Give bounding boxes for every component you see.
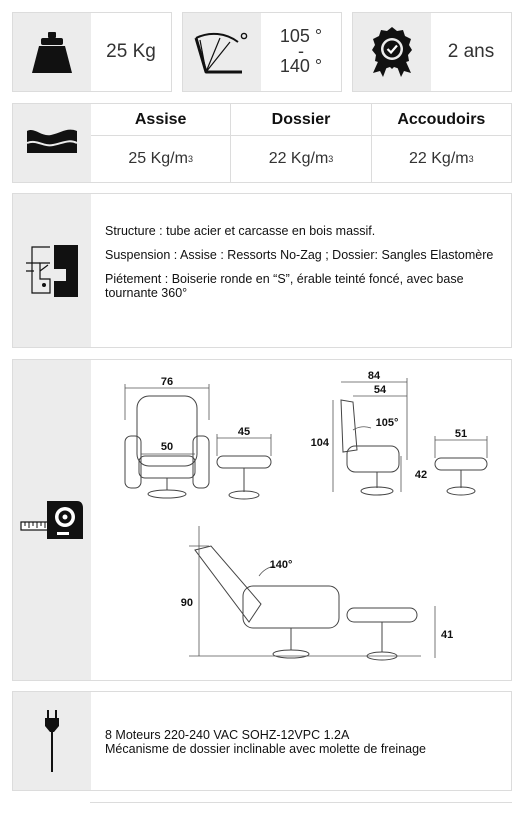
- specs-panel: [12, 193, 512, 348]
- structure-icon: [13, 194, 91, 347]
- density-value-dossier: 22 Kg/m 3: [230, 135, 370, 182]
- dim-front-seat-width: 50: [160, 441, 174, 453]
- dim-reclined-ottoman-height: 41: [441, 629, 454, 641]
- dim-front-width: 76: [160, 376, 174, 388]
- density-header-assise: Assise: [134, 110, 187, 128]
- dim-reclined-height: 90: [180, 597, 193, 609]
- motor-spec: 8 Moteurs 220-240 VAC SOHZ-12VPC 1.2A: [105, 728, 350, 742]
- dim-ottoman-side-width: 51: [454, 428, 468, 440]
- tape-measure-icon: [13, 360, 91, 680]
- foam-icon: [13, 104, 91, 182]
- dimension-drawing: [91, 360, 511, 680]
- warranty-value: 2 ans: [447, 41, 495, 62]
- recline-sep: -: [298, 41, 304, 61]
- density-header-dossier: Dossier: [230, 104, 370, 135]
- dim-side-angle: 105°: [375, 417, 399, 429]
- power-plug-icon: [13, 692, 91, 790]
- weight-value: 25 Kg: [106, 41, 156, 62]
- density-panel: [12, 103, 512, 183]
- dim-side-depth: 84: [367, 370, 381, 382]
- mechanism-spec: Mécanisme de dossier inclinable avec molette de freinage: [105, 742, 427, 756]
- dim-reclined-angle: 140°: [269, 559, 293, 571]
- density-value-assise: 25 Kg/m 3: [128, 149, 193, 167]
- warranty-panel: [352, 12, 512, 92]
- dim-ottoman-side-height: 42: [414, 469, 428, 481]
- weight-icon: [13, 13, 91, 91]
- motor-panel: [12, 691, 512, 791]
- recline-max: 140 °: [279, 56, 323, 76]
- dim-ottoman-front-width: 45: [237, 426, 251, 438]
- dim-side-seat-depth: 54: [373, 384, 387, 396]
- dimensions-panel: [12, 359, 512, 681]
- recline-panel: [182, 12, 342, 92]
- spec-structure: Structure : tube acier et carcasse en bois massif.: [105, 224, 376, 238]
- density-value-accoudoirs: 22 Kg/m 3: [371, 135, 511, 182]
- warranty-badge-icon: [353, 13, 431, 91]
- recline-min: 105 °: [279, 26, 323, 46]
- spec-pietement: Piétement : Boiserie ronde en “S”, érable teinté foncé, avec base tournante 360°: [105, 272, 464, 300]
- weight-panel: [12, 12, 172, 92]
- recline-angle-icon: [183, 13, 261, 91]
- density-header-accoudoirs: Accoudoirs: [371, 104, 511, 135]
- bottom-divider: [90, 802, 512, 803]
- spec-suspension: Suspension : Assise : Ressorts No-Zag ; Dossier: Sangles Elastomère: [105, 248, 494, 262]
- dim-side-height: 104: [310, 437, 329, 449]
